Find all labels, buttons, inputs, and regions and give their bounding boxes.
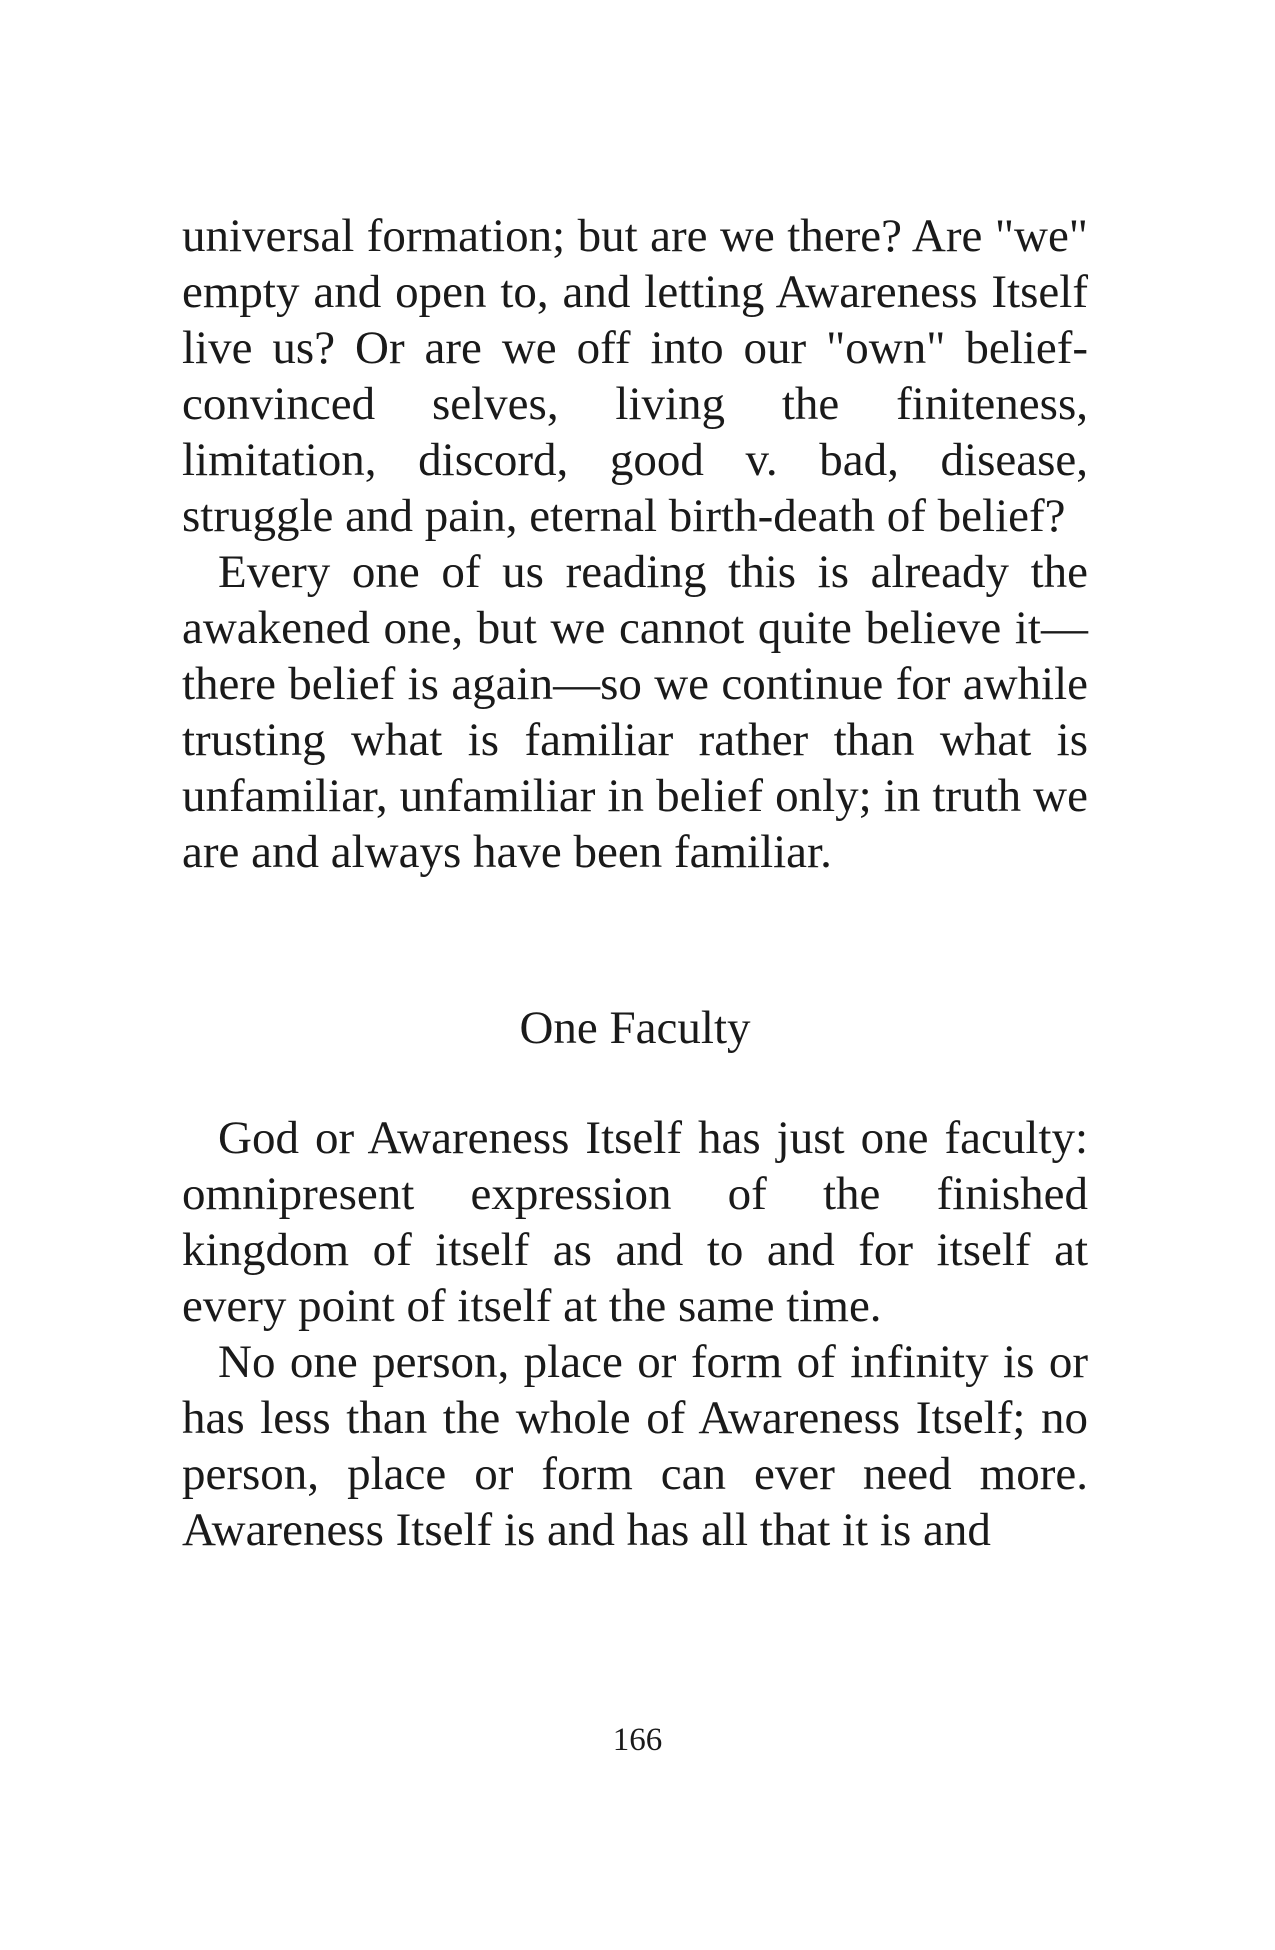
text-block-top [182,208,1088,880]
section-heading: One Faculty [519,1002,751,1054]
paragraph: No one person, place or form of infinity is or has less than the whole of Awareness Itself; no person, place or form can ever need more. Awareness Itself is and has all that it is and [182,1336,1088,1556]
paragraph-continued: universal formation; but are we there? Are "we" empty and open to, and letting Awareness Itself live us? Or are we off into our "own" belief-convinced selves, living the finiteness, limitation, discord, good v. bad, disease, struggle and pain, eternal birth-death of belief? [182,210,1088,542]
text-block-bottom [182,1110,1088,1558]
paragraph: Every one of us reading this is already the awakened one, but we cannot quite believe it—there belief is again—so we continue for awhile trusting what is familiar rather than what is unfamiliar, unfamiliar in belief only; in truth we are and always have been familiar. [182,546,1088,878]
page-number: 166 [612,1722,663,1758]
paragraph: God or Awareness Itself has just one faculty: omnipresent expression of the finished kingdom of itself as and to and for itself at every point of itself at the same time. [182,1112,1088,1332]
